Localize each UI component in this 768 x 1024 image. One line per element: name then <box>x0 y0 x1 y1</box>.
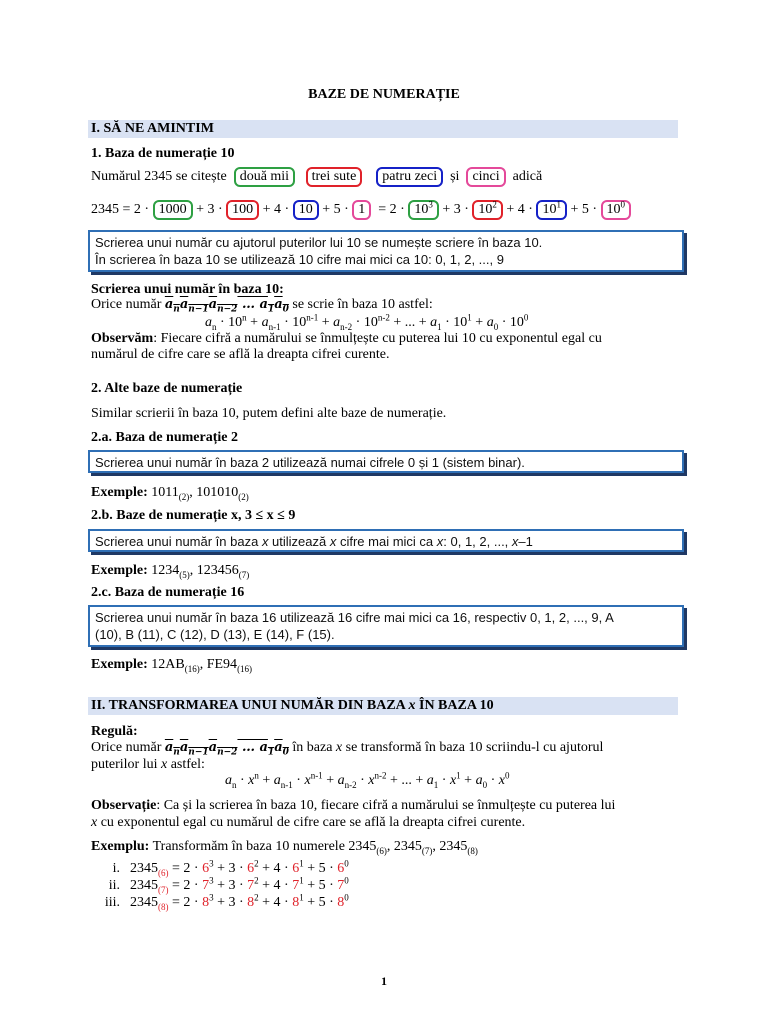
word-cinci: cinci <box>466 167 505 187</box>
regula-label: Regulă: <box>91 724 138 739</box>
formula-base-10: $a_n \cdot 10^n + a_{n-1} \cdot 10^{n-1} + a_{n-2} \cdot 10^{n-2}$ + ... + $a_1 \cdot 10^1 + a_0 \cdot 10^0$ <box>205 312 529 332</box>
example-base-6: $2345_{(6)} = 2 \cdot 6^3 + 3 \cdot 6^2 + 4 \cdot 6^1 + 5 \cdot 6^0$ <box>130 858 349 878</box>
observatie-line-2: x cu exponentul egal cu numărul de cifre care se află la dreapta cifrei curente. <box>91 815 526 830</box>
other-bases-intro: Similar scrierii în baza 10, putem defini alte baze de numerație. <box>91 406 447 421</box>
regula-line-2: puterilor lui x astfel: <box>91 757 205 772</box>
word-trei-sute: trei sute <box>306 167 363 187</box>
item-marker-i: i. <box>112 861 120 876</box>
section-heading-1: I. SĂ NE AMINTIM <box>91 121 214 136</box>
subheading-other-bases: 2. Alte baze de numerație <box>91 381 243 396</box>
page-number: 1 <box>381 974 387 988</box>
base2-definition-box: Scrierea unui număr în baza 2 utilizează numai cifrele 0 și 1 (sistem binar). <box>88 450 684 473</box>
orice-numar-line: Orice număr $a_na_{n-1}a_{n-2}$ … $a_1a_0$ se scrie în baza 10 astfel: <box>91 297 433 315</box>
item-marker-ii: ii. <box>108 878 120 893</box>
regula-line-1: Orice număr $a_na_{n-1}a_{n-2}$ … $a_1a_0$ în baza x se transformă în baza 10 scriindu-l cu ajutorul <box>91 740 604 758</box>
example-base-8: $2345_{(8)} = 2 \cdot 8^3 + 3 \cdot 8^2 + 4 \cdot 8^1 + 5 \cdot 8^0$ <box>130 892 349 912</box>
observatie-line-1: Observație: Ca și la scrierea în baza 10, fiecare cifră a numărului se înmulțește cu puterea lui <box>91 798 616 813</box>
page-title: BAZE DE NUMERAȚIE <box>308 87 460 102</box>
reading-line: Numărul 2345 se citește două mii trei sute patru zeci și cinci adică <box>91 167 542 187</box>
section-heading-2: II. TRANSFORMAREA UNUI NUMĂR DIN BAZA x ÎN BAZA 10 <box>91 698 494 713</box>
examples-base-16: Exemple: $12AB_{(16)}$, $FE94_{(16)}$ <box>91 657 253 674</box>
examples-base-2: Exemple: $1011_{(2)}$, $101010_{(2)}$ <box>91 485 249 502</box>
scriere-heading: Scrierea unui număr în baza 10: <box>91 282 284 297</box>
item-marker-iii: iii. <box>104 895 120 910</box>
subheading-base-2: 2.a. Baza de numerație 2 <box>91 430 238 445</box>
observam-line-1: Observăm: Fiecare cifră a numărului se înmulțește cu puterea lui 10 cu exponentul egal cu <box>91 331 602 346</box>
exemplu-line: Exemplu: Transformăm în baza 10 numerele $2345_{(6)}$, $2345_{(7)}$, $2345_{(8)}$ <box>91 839 478 856</box>
word-patru-zeci: patru zeci <box>376 167 443 187</box>
subheading-base-x: 2.b. Baze de numerație x, 3 ≤ x ≤ 9 <box>91 508 296 523</box>
base10-definition-box: Scrierea unui număr cu ajutorul puterilor lui 10 se numește scriere în baza 10. În scrierea în baza 10 se utilizează 10 cifre mai mici ca 10: 0, 1, 2, ..., 9 <box>88 230 684 272</box>
base16-definition-box: Scrierea unui număr în baza 16 utilizează 16 cifre mai mici ca 16, respectiv 0, 1, 2, ..., 9, A (10), B (11), C (12), D (13), E (14), F (15). <box>88 605 684 647</box>
observam-line-2: numărul de cifre care se află la dreapta cifrei curente. <box>91 347 390 362</box>
subheading-base-10: 1. Baza de numerație 10 <box>91 146 235 161</box>
examples-base-x: Exemple: $1234_{(5)}$, $123456_{(7)}$ <box>91 563 250 580</box>
formula-base-x: $a_n \cdot x^n + a_{n-1} \cdot x^{n-1} + a_{n-2} \cdot x^{n-2}$ + ... + $a_1 \cdot x^1 + a_0 \cdot x^0$ <box>225 770 510 790</box>
subheading-base-16: 2.c. Baza de numerație 16 <box>91 585 245 600</box>
decomposition-line: $2345 = 2 \cdot 1000 + 3 \cdot 100 + 4 \cdot 10 + 5 \cdot 1 = 2 \cdot 10^3 + 3 \cdot 10^2 + 4 \cdot 10^1 + 5 \cdot 10^0$ <box>91 200 631 220</box>
example-base-7: $2345_{(7)} = 2 \cdot 7^3 + 3 \cdot 7^2 + 4 \cdot 7^1 + 5 \cdot 7^0$ <box>130 875 349 895</box>
basex-definition-box: Scrierea unui număr în baza x utilizează x cifre mai mici ca x: 0, 1, 2, ..., x–1 <box>88 529 684 552</box>
word-doua-mii: două mii <box>234 167 295 187</box>
